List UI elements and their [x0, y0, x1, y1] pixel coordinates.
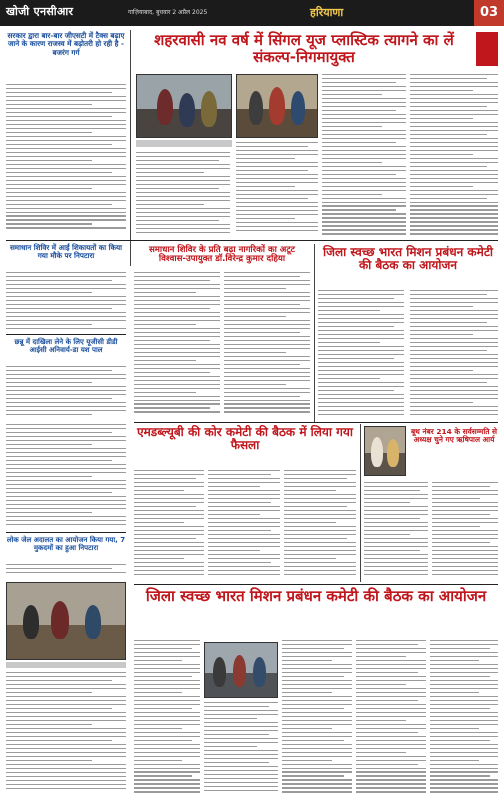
section-rule: [6, 334, 126, 335]
section-title: हरियाणा: [310, 6, 344, 19]
newspaper-brand: खोजी एनसीआर: [6, 5, 74, 18]
story-plastic-body-1: [136, 152, 230, 238]
story-camp-complaints-headline: समाधान शिविर में आईं शिकायतों का किया गया मौके पर निपटारा: [9, 243, 123, 261]
story-lok-adalat-body: [6, 564, 126, 578]
story-booth-body-2: [432, 482, 498, 580]
left-column-continuation: [6, 424, 126, 530]
story-mwb-headline: एमडब्ल्यूबी की कोर कमेटी की बैठक में लिया गया फैसला: [136, 425, 353, 453]
section-rule: [6, 240, 498, 241]
story-swachh-body-1: [318, 290, 404, 418]
story-plastic-body-3: [322, 74, 406, 238]
story-booth-headline: बूथ नंबर 214 के सर्वसम्मति से अध्यक्ष चुने गए ऋषिपाल आर्य: [410, 427, 498, 445]
section-rule: [6, 532, 126, 533]
story-swachh-headline: जिला स्वच्छ भारत मिशन प्रबंधन कमेटी की बैठक का आयोजन: [323, 245, 493, 273]
story-swachh-bottom-headline: जिला स्वच्छ भारत मिशन प्रबंधन कमेटी की बैठक का आयोजन: [145, 587, 487, 605]
story-swachh-bottom-body-5: [430, 640, 498, 796]
story-lok-adalat-body-2: [6, 672, 126, 796]
story-plastic-photo: [136, 74, 232, 138]
story-gst-headline: सरकार द्वारा बार-बार जीएसटी में टैक्स बढ़ाए जाने के कारण राजस्व में बढ़ोतरी हो रही है - बजरंग गर्ग: [7, 31, 125, 57]
story-plastic-photo-2: [236, 74, 318, 138]
story-plastic-body-4: [410, 74, 498, 238]
column-rule: [130, 30, 131, 266]
story-swachh-bottom-photo: [204, 642, 278, 698]
page-number: 03: [474, 0, 504, 26]
story-camp-complaints-body: [6, 272, 126, 332]
story-plastic-caption: [136, 140, 232, 147]
story-swachh-bottom-body-4: [356, 640, 426, 796]
story-ugc-headline: छन्नू में दाखिला लेने के लिए यूजीसी डीडी आईसी अनिवार्य-डा यश पाल: [14, 338, 118, 355]
story-mwb-body-3: [284, 470, 356, 580]
column-rule: [314, 244, 315, 422]
story-camp-trust-body-2: [224, 272, 310, 418]
section-rule: [134, 584, 498, 585]
story-booth-photo: [364, 426, 406, 476]
masthead: [0, 0, 504, 26]
story-swachh-bottom-body-2: [204, 702, 278, 796]
story-swachh-bottom-body-3: [282, 640, 352, 796]
story-camp-trust-headline: समाधान शिविर के प्रति बढ़ा नागरिकों का अटूट विश्वास-उपायुक्त डॉ.विरेन्द्र कुमार दहिया: [148, 245, 296, 265]
story-ugc-body: [6, 366, 126, 418]
section-rule: [134, 422, 498, 423]
story-camp-trust-body-1: [134, 272, 220, 418]
story-booth-body-1: [364, 482, 428, 580]
story-lok-adalat-photo: [6, 582, 126, 660]
column-rule: [360, 424, 361, 582]
story-lok-adalat-caption: [6, 662, 126, 668]
story-plastic-body-2: [236, 142, 318, 238]
headline-ribbon: [476, 32, 498, 66]
story-mwb-body-1: [134, 470, 204, 580]
story-plastic-headline: शहरवासी नव वर्ष में सिंगल यूज प्लास्टिक त्यागने का लें संकल्प-निगमायुक्त: [154, 31, 454, 66]
story-lok-adalat-headline: लोक जेल अदालत का आयोजन किया गया, 7 मुकदमों का हुआ निपटारा: [6, 536, 126, 553]
story-swachh-bottom-body-1: [134, 640, 200, 796]
story-mwb-body-2: [208, 470, 280, 580]
story-gst-body: [6, 84, 126, 232]
dateline: गाज़ियाबाद, बुधवार 2 अप्रैल 2025: [128, 9, 208, 16]
story-swachh-body-2: [410, 290, 498, 418]
